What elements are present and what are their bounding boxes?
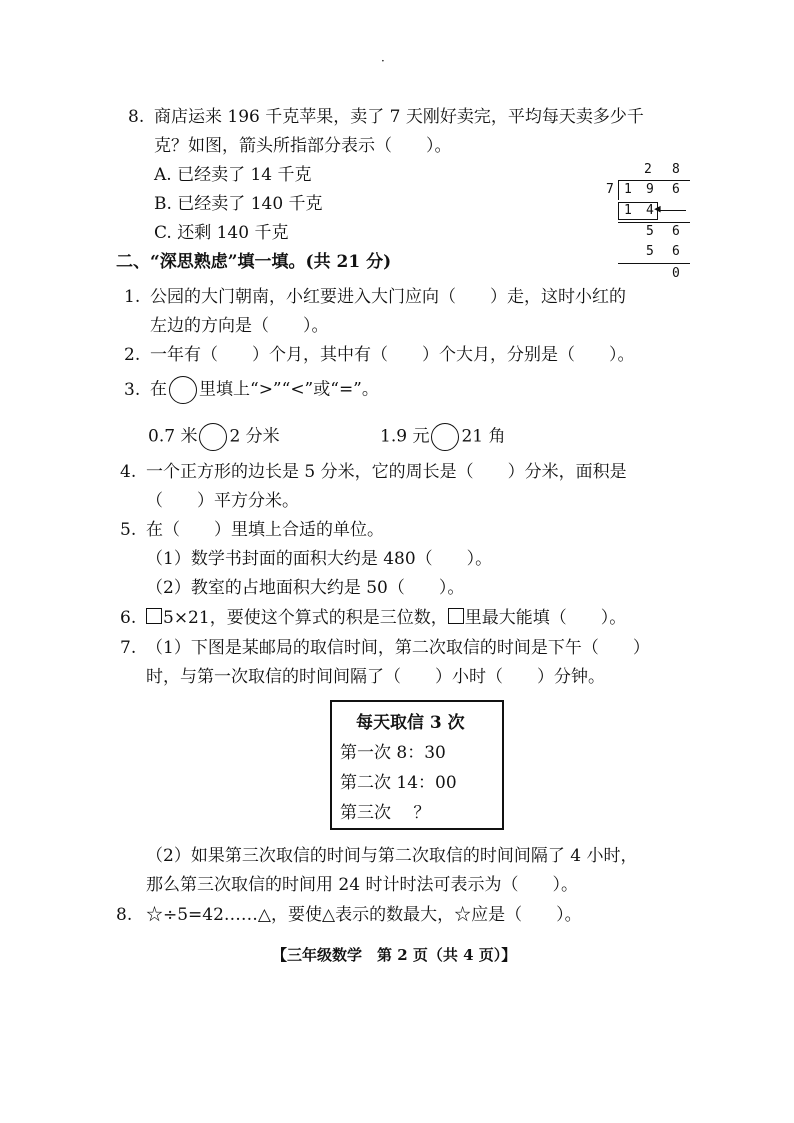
question-5-number: 5. <box>120 520 137 540</box>
step-digit: 5 <box>646 244 654 259</box>
compare-circle-icon <box>199 423 227 451</box>
question-2-number: 2. <box>124 345 141 365</box>
subtraction-line <box>618 263 690 264</box>
blank-square-icon <box>448 608 464 624</box>
question-7-number: 7. <box>120 638 137 658</box>
quotient-digit: 2 <box>644 162 652 177</box>
compare-a-left: 0.7 米 <box>148 426 198 447</box>
top-dot: · <box>381 54 385 68</box>
question-7-line1: （1）下图是某邮局的取信时间，第二次取信的时间是下午（ ） <box>146 638 650 658</box>
dividend-digit: 9 <box>646 182 654 197</box>
compare-a-right: 2 分米 <box>229 426 280 447</box>
question-6-part2: 里最大能填（ ）。 <box>464 608 627 628</box>
division-bracket <box>618 180 619 200</box>
question-3-number: 3. <box>124 380 141 400</box>
step-digit: 6 <box>672 224 680 239</box>
quotient-digit: 8 <box>672 162 680 177</box>
remainder: 0 <box>672 266 680 281</box>
division-bar <box>618 180 690 181</box>
question-8-option-c: C. 还剩 140 千克 <box>154 223 289 243</box>
question-8-number: 8. <box>128 107 145 127</box>
question-6-text <box>146 608 626 628</box>
dividend-digit: 1 <box>624 182 632 197</box>
question-5-sub1: （1）数学书封面的面积大约是 480（ ）。 <box>146 549 493 569</box>
long-division-figure <box>600 160 692 290</box>
step-digit: 6 <box>672 244 680 259</box>
question-7-line4: 那么第三次取信的时间用 24 时计时法可表示为（ ）。 <box>146 875 578 895</box>
question-4-number: 4. <box>120 462 137 482</box>
question-1-line1: 公园的大门朝南，小红要进入大门应向（ ）走，这时小红的 <box>150 287 626 307</box>
question-3-text <box>150 376 379 404</box>
compare-circle-icon <box>431 423 459 451</box>
arrow-line <box>658 210 686 211</box>
divisor: 7 <box>606 182 614 197</box>
question-8-line2: 克？如图，箭头所指部分表示（ ）。 <box>154 136 452 156</box>
step-digit: 4 <box>646 203 654 218</box>
page-footer: 【三年级数学 第 2 页（共 4 页）】 <box>272 946 517 964</box>
mail-box-row-2: 第二次 14：00 <box>340 773 457 793</box>
compare-item-a <box>148 423 280 451</box>
compare-b-left: 1.9 元 <box>380 426 430 447</box>
question-3-post: 里填上“>”“<”或“=”。 <box>199 379 379 400</box>
question-8-line1: 商店运来 196 千克苹果，卖了 7 天刚好卖完，平均每天卖多少千 <box>154 107 644 127</box>
question-3-pre: 在 <box>150 379 167 400</box>
question-1-number: 1. <box>124 287 141 307</box>
question-8-option-b: B. 已经卖了 140 千克 <box>154 194 323 214</box>
mail-pickup-box <box>330 700 504 830</box>
mail-box-row-3: 第三次 ？ <box>340 803 431 823</box>
compare-b-right: 21 角 <box>461 426 506 447</box>
blank-square-icon <box>146 608 162 624</box>
question-6-part1: 5×21，要使这个算式的积是三位数， <box>163 608 448 628</box>
mail-box-row-1: 第一次 8：30 <box>340 743 446 763</box>
question-5-text: 在（ ）里填上合适的单位。 <box>146 520 384 540</box>
question-4-line1: 一个正方形的边长是 5 分米，它的周长是（ ）分米，面积是 <box>146 462 627 482</box>
question-8-option-a: A. 已经卖了 14 千克 <box>154 165 312 185</box>
mail-box-title: 每天取信 3 次 <box>356 713 465 733</box>
question-5-sub2: （2）教室的占地面积大约是 50（ ）。 <box>146 578 465 598</box>
question-6-number: 6. <box>120 608 137 628</box>
question-8b-text: ☆÷5=42……△，要使△表示的数最大，☆应是（ ）。 <box>146 905 582 925</box>
subtraction-line <box>618 222 690 223</box>
section-2-title: 二、“深思熟虑”填一填。(共 21 分) <box>116 252 392 272</box>
arrow-head-icon: ◀ <box>654 202 661 215</box>
compare-item-b <box>380 423 506 451</box>
question-7-line3: （2）如果第三次取信的时间与第二次取信的时间间隔了 4 小时， <box>146 846 638 866</box>
step-digit: 1 <box>624 203 632 218</box>
question-2-text: 一年有（ ）个月，其中有（ ）个大月，分别是（ ）。 <box>150 345 635 365</box>
question-7-line2: 时，与第一次取信的时间间隔了（ ）小时（ ）分钟。 <box>146 667 605 687</box>
question-8b-number: 8. <box>116 905 133 925</box>
question-1-line2: 左边的方向是（ ）。 <box>150 316 329 336</box>
step-digit: 5 <box>646 224 654 239</box>
compare-circle-icon <box>169 376 197 404</box>
dividend-digit: 6 <box>672 182 680 197</box>
question-4-line2: （ ）平方分米。 <box>146 491 299 511</box>
